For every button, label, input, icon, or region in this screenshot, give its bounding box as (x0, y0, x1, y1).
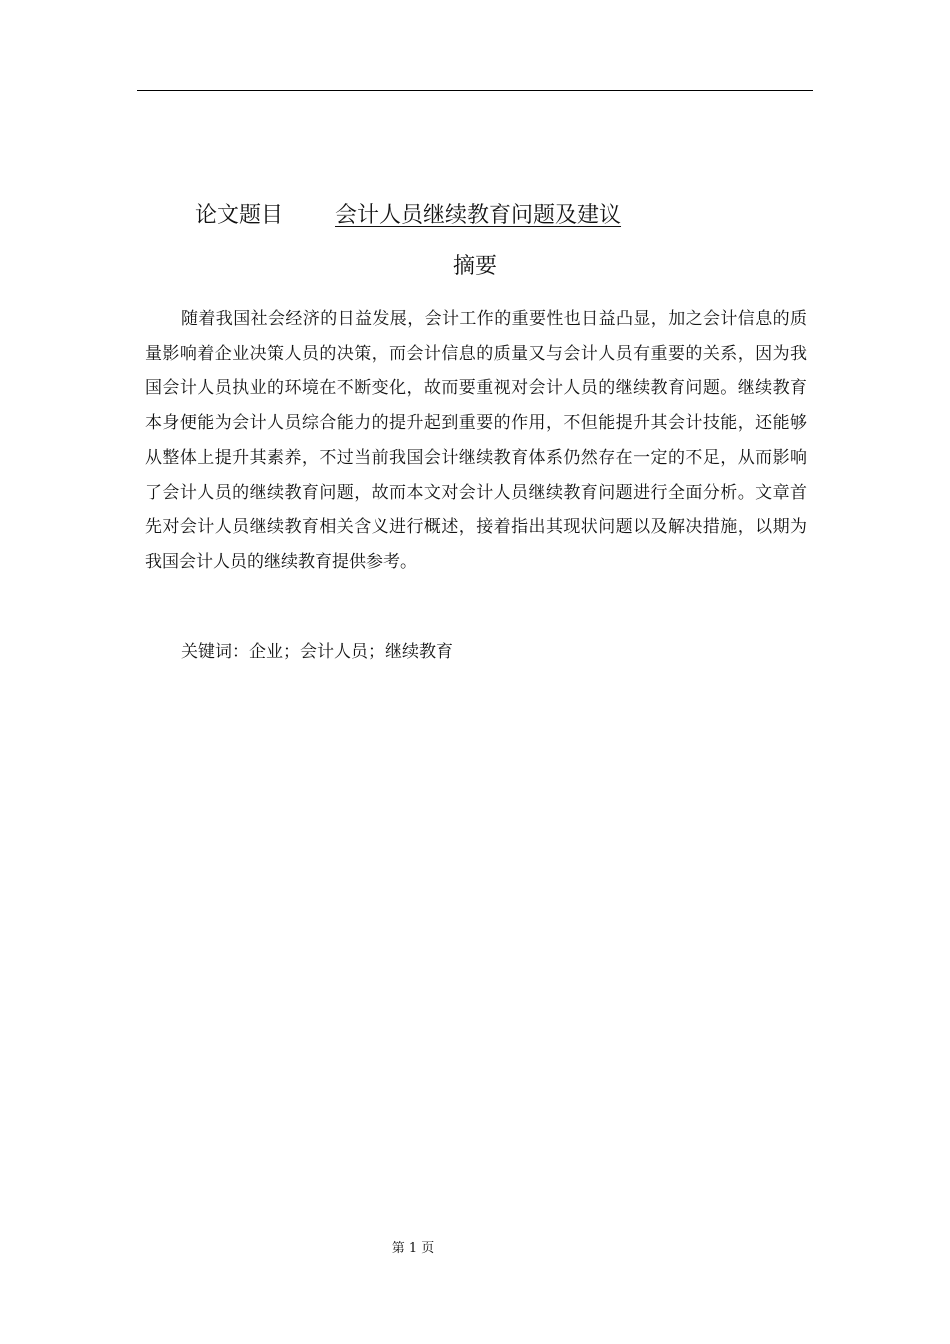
header-rule (137, 90, 813, 91)
abstract-heading: 摘要 (452, 254, 497, 279)
thesis-title-line (195, 198, 621, 234)
page-number: 第 1 页 (391, 1241, 435, 1256)
keywords-line: 关键词：企业；会计人员；继续教育 (181, 642, 453, 662)
thesis-title: 会计人员继续教育问题及建议 (335, 203, 622, 228)
abstract-body: 随着我国社会经济的日益发展，会计工作的重要性也日益凸显，加之会计信息的质量影响着企业决策人员的决策，而会计信息的质量又与会计人员有重要的关系，因为我国会计人员执业的环境在不断变化，故而要重视对会计人员的继续教育问题。继续教育本身便能为会计人员综合能力的提升起到重要的作用，不但能提升其会计技能，还能够从整体上提升其素养，不过当前我国会计继续教育体系仍然存在一定的不足，从而影响了会计人员的继续教育问题，故而本文对会计人员继续教育问题进行全面分析。文章首先对会计人员继续教育相关含义进行概述，接着指出其现状问题以及解决措施，以期为我国会计人员的继续教育提供参考。 (145, 309, 807, 572)
thesis-title-label: 论文题目 (195, 203, 284, 228)
